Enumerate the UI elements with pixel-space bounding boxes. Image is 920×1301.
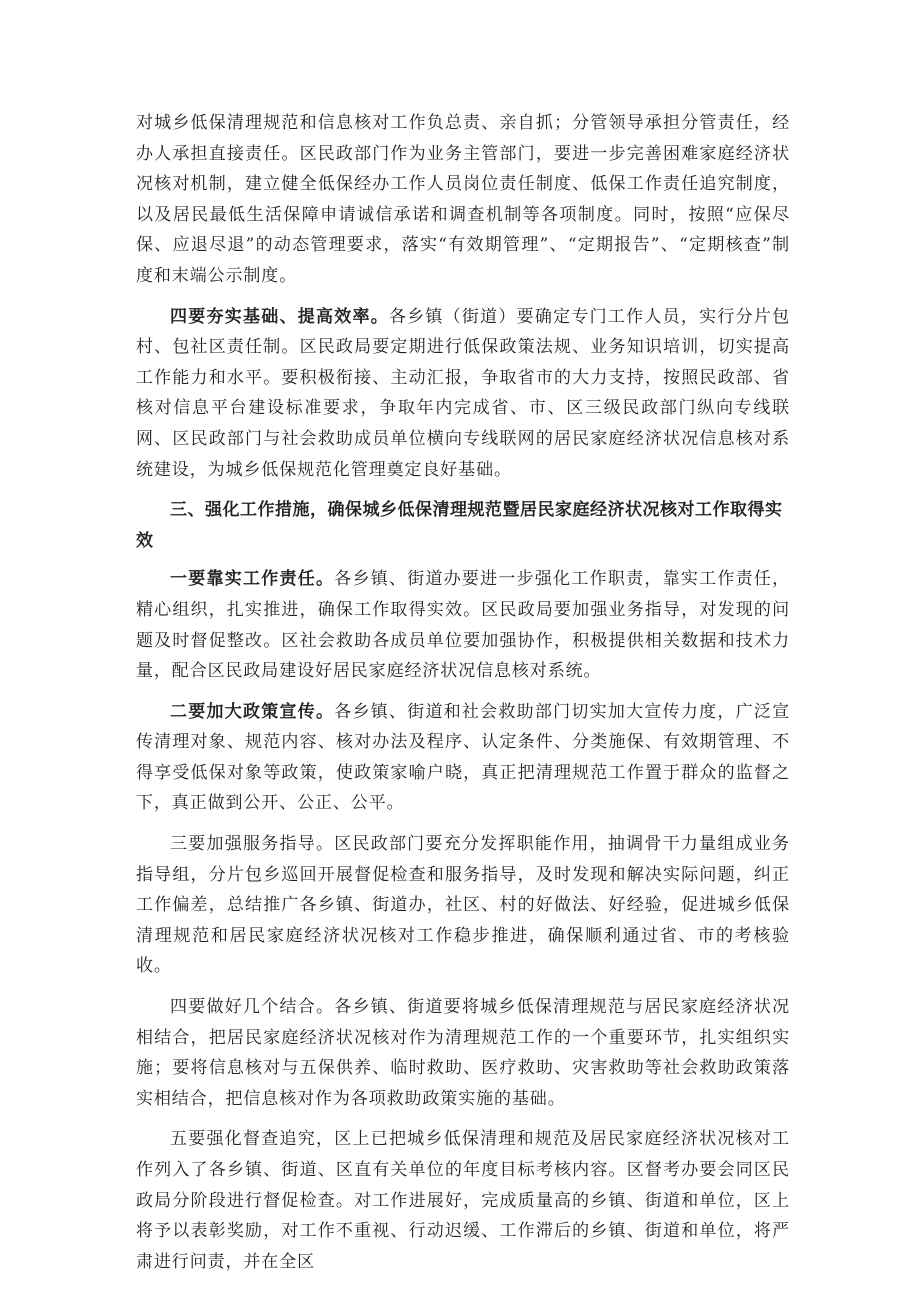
paragraph-text: 三要加强服务指导。区民政部门要充分发挥职能作用，抽调骨干力量组成业务指导组，分片包乡巡回开展督促检查和服务指导，及时发现和解决实际问题，纠正工作偏差，总结推广各乡镇、街道办，社区、村的好做法、好经验，促进城乡低保清理规范和居民家庭经济状况核对工作稳步推进，确保顺利通过省、市的考核验收。 xyxy=(136,834,790,977)
paragraph-text: 各乡镇（街道）要确定专门工作人员，实行分片包村、包社区责任制。区民政局要定期进行低保政策法规、业务知识培训，切实提高工作能力和水平。要积极衔接、主动汇报，争取省市的大力支持，按照民政部、省核对信息平台建设标准要求，争取年内完成省、市、区三级民政部门纵向专线联网、区民政部门与社会救助成员单位横向专线联网的居民家庭经济状况信息核对系统建设，为城乡低保规范化管理奠定良好基础。 xyxy=(136,306,790,480)
paragraph-text: 五要强化督查追究，区上已把城乡低保清理和规范及居民家庭经济状况核对工作列入了各乡镇、街道、区直有关单位的年度目标考核内容。区督考办要会同区民政局分阶段进行督促检查。对工作进展好，完成质量高的乡镇、街道和单位，区上将予以表彰奖励，对工作不重视、行动迟缓、工作滞后的乡镇、街道和单位，将严肃进行问责，并在全区 xyxy=(136,1129,790,1272)
paragraph-continuation xyxy=(136,108,790,292)
paragraph-lead: 一要靠实工作责任。 xyxy=(170,569,335,590)
paragraph-supervision xyxy=(136,1124,790,1277)
paragraph-text: 各乡镇、街道和社会救助部门切实加大宣传力度，广泛宣传清理对象、规范内容、核对办法及程序、认定条件、分类施保、有效期管理、不得享受低保对象等政策，使政策家喻户晓，真正把清理规范工作置于群众的监督之下，真正做到公开、公正、公平。 xyxy=(136,701,791,814)
section-heading: 三、强化工作措施，确保城乡低保清理规范暨居民家庭经济状况核对工作取得实效 xyxy=(136,500,783,551)
paragraph-lead: 二要加大政策宣传。 xyxy=(170,701,335,722)
paragraph-text: 对城乡低保清理规范和信息核对工作负总责、亲自抓；分管领导承担分管责任，经办人承担直接责任。区民政部门作为业务主管部门，要进一步完善困难家庭经济状况核对机制，建立健全低保经办工作人员岗位责任制度、低保工作责任追究制度，以及居民最低生活保障申请诚信承诺和调查机制等各项制度。同时，按照“应保尽保、应退尽退”的动态管理要求，落实“有效期管理”、“定期报告”、“定期核查”制度和末端公示制度。 xyxy=(136,113,790,286)
paragraph-service-guidance xyxy=(136,829,790,982)
paragraph-work-responsibility xyxy=(136,564,790,686)
paragraph-text: 各乡镇、街道办要进一步强化工作职责，靠实工作责任，精心组织，扎实推进，确保工作取得实效。区民政局要加强业务指导，对发现的问题及时督促整改。区社会救助各成员单位要加强协作，积极提供相关数据和技术力量，配合区民政局建设好居民家庭经济状况信息核对系统。 xyxy=(136,569,791,682)
paragraph-text: 四要做好几个结合。各乡镇、街道要将城乡低保清理规范与居民家庭经济状况相结合，把居民家庭经济状况核对作为清理规范工作的一个重要环节，扎实组织实施；要将信息核对与五保供养、临时救助、医疗救助、灾害救助等社会救助政策落实相结合，把信息核对作为各项救助政策实施的基础。 xyxy=(136,997,790,1109)
paragraph-consolidate-foundation xyxy=(136,302,790,486)
paragraph-lead: 四要夯实基础、提高效率。 xyxy=(170,306,389,327)
paragraph-policy-publicity xyxy=(136,697,790,819)
paragraph-combinations xyxy=(136,992,790,1114)
